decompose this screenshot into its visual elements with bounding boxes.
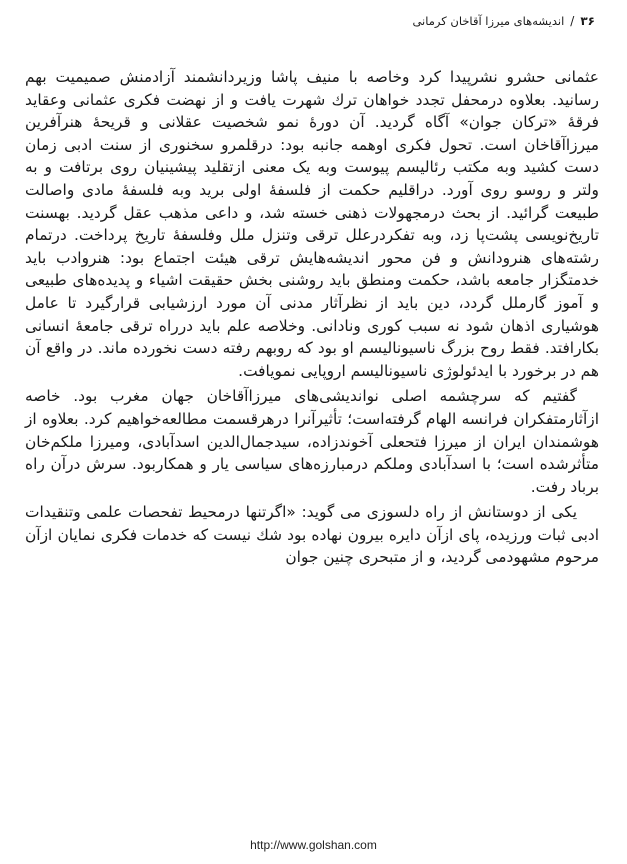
page-number: ۳۶ — [580, 14, 595, 28]
footer-url[interactable]: http://www.golshan.com — [250, 838, 377, 852]
paragraph-3: یکی از دوستانش از راه دلسوزی می گوید: «اگرتنها درمحیط تفحصات علمی وتنقیدات ادبی ثبات ورزیده، پای ازآن دایره بیرون نهاده بود شك نیست که خدمات فکری نمایان ازآن مرحوم مشهودمی گردید، و از متبحری چنین جوان — [25, 503, 599, 567]
paragraph-1: عثمانی حشرو نشرپیدا کرد وخاصه با منیف پاشا وزیردانشمند آزادمنش صمیمیت بهم رسانید. بعلاوه درمحفل تجدد خواهان ترك شهرت یافت و از نهضت فکری عثمانی وعقاید فرقهٔ «ترکان جوان» آگاه گردید. آن دورهٔ نمو شخصیت عقلانی و قریحهٔ هنرآفرین میرزاآقاخان است. تحول فکری اوهمه جانبه بود: درقلمرو سخنوری از سنت ادبی زمان دست کشید وبه مکتب رئالیسم پیوست وبه یک معنی ازتقلید پیشینیان روی برتافت و به ولتر و روسو روی آورد. دراقلیم حکمت از فلسفهٔ اولی برید وبه فلسفهٔ مادی واصالت طبیعت گرائید. از بحث درمجهولات ذهنی خسته شد، و داعی مذهب عقل گردید. بهسنت تاریخ‌نویسی پشت‌پا زد، وبه تفکردرعلل ترقی وتنزل ملل وفلسفهٔ تاریخ پرداخت. درتمام رشته‌های هنرودانش و فن محور اندیشه‌هایش ترقی هیئت اجتماع بود: هنروادب باید خدمتگزار جامعه باشد، حکمت ومنطق باید روشنی بخش حقیقت اشیاء و پدیده‌های طبیعی و آموز گارملل گردد، دین باید از نظرآثار مدنی آن مورد ارزشیابی قرارگیرد تا عامل هوشیاری اذهان شود نه سبب کوری ونادانی. وخلاصه علم باید درراه ترقی جامعهٔ انسانی بکارافتد. فقط روح بزرگ ناسیونالیسم او بود که روبهم رفته دست نخورده ماند. در واقع آن هم در برخورد با ایدئولوژی ناسیونالیسم اروپایی نمویافت. — [25, 68, 599, 380]
running-header — [32, 12, 595, 30]
book-title: اندیشه‌های میرزا آقاخان کرمانی — [412, 14, 565, 28]
paragraph-2: گفتیم که سرچشمه اصلی نواندیشی‌های میرزاآقاخان جهان مغرب بود. خاصه ازآثارمتفکران فرانسه الهام گرفته‌است؛ تأثیرآنرا درهرقسمت مطالعه‌خواهیم کرد. بعلاوه از هوشمندان ایران از میرزا فتحعلی آخوندزاده، سیدجمال‌الدین اسدآبادی، ومیرزا ملکم‌خان متأثرشده است؛ با اسدآبادی وملکم درمبارزه‌های سیاسی یار و همکاربود. سرش درآن راه برباد رفت. — [25, 387, 599, 496]
body-text — [25, 66, 599, 569]
header-separator: / — [570, 14, 575, 28]
